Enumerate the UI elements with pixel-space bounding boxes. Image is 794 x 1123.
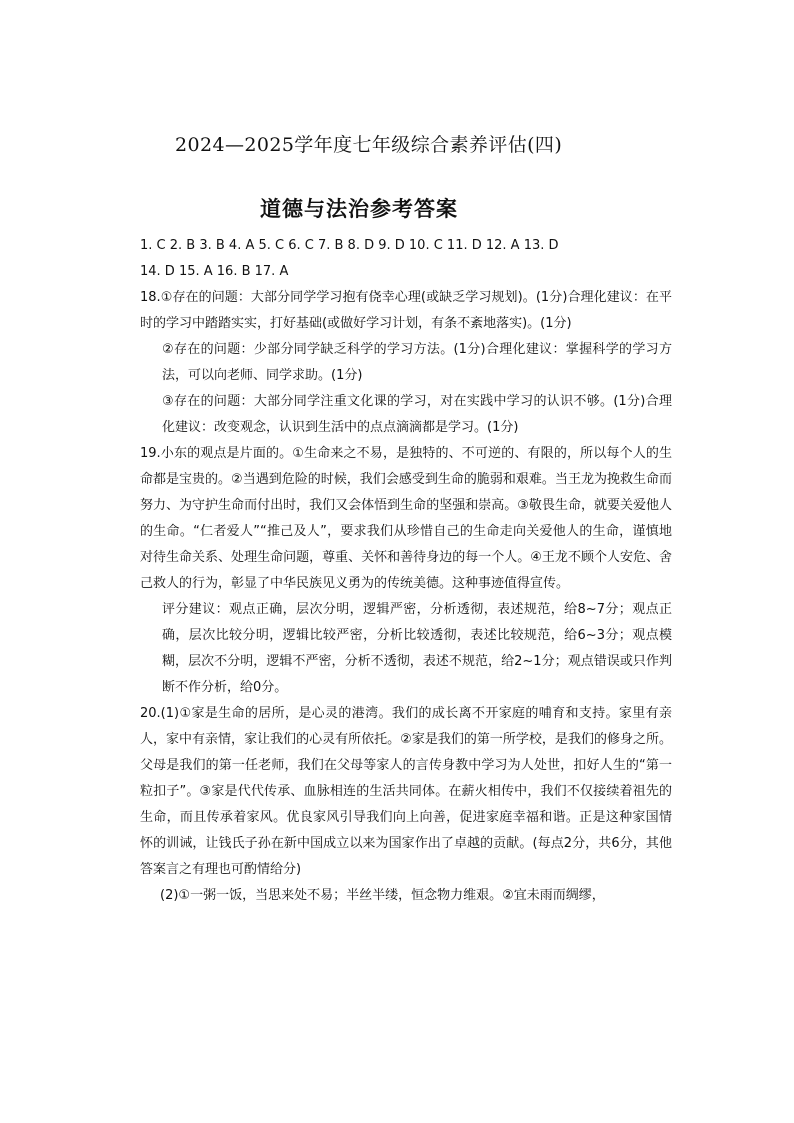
- q18-answer-2: ②存在的问题：少部分同学缺乏科学的学习方法。(1分)合理化建议：掌握科学的学习方法，可以向老师、同学求助。(1分): [162, 342, 672, 383]
- q18-answer-3: ③存在的问题：大部分同学注重文化课的学习，对在实践中学习的认识不够。(1分)合理化建议：改变观念，认识到生活中的点点滴滴都是学习。(1分): [162, 394, 672, 435]
- answer-body: [140, 233, 672, 909]
- choice-answers-line-1: 1. C 2. B 3. B 4. A 5. C 6. C 7. B 8. D 9. D 10. C 11. D 12. A 13. D: [140, 238, 559, 253]
- choice-answers-line-2: 14. D 15. A 16. B 17. A: [140, 264, 289, 279]
- q18-answer-1: 18.①存在的问题：大部分同学学习抱有侥幸心理(或缺乏学习规划)。(1分)合理化建议：在平时的学习中踏踏实实，打好基础(或做好学习计划，有条不紊地落实)。(1分): [140, 290, 672, 331]
- q20-part-2-answer: (2)①一粥一饭，当思来处不易；半丝半缕，恒念物力维艰。②宜未雨而绸缪，: [160, 888, 605, 903]
- q20-part-1-answer: 20.(1)①家是生命的居所，是心灵的港湾。我们的成长离不开家庭的哺育和支持。家里有亲人，家中有亲情，家让我们的心灵有所依托。②家是我们的第一所学校，是我们的修身之所。父母是我们的第一任老师，我们在父母等家人的言传身教中学习为人处世，扣好人生的“第一粒扣子”。③家是代代传承、血脉相连的生活共同体。在薪火相传中，我们不仅接续着祖先的生命，而且传承着家风。优良家风引导我们向上向善，促进家庭幸福和谐。正是这种家国情怀的训诫，让钱氏子孙在新中国成立以来为国家作出了卓越的贡献。(每点2分，共6分，其他答案言之有理也可酌情给分): [140, 706, 672, 877]
- page-subtitle: 道德与法治参考答案: [260, 197, 458, 221]
- q19-answer: 19.小东的观点是片面的。①生命来之不易，是独特的、不可逆的、有限的，所以每个人的生命都是宝贵的。②当遇到危险的时候，我们会感受到生命的脆弱和艰难。当王龙为挽救生命而努力、为守护生命而付出时，我们又会体悟到生命的坚强和崇高。③敬畏生命，就要关爱他人的生命。“仁者爱人”“推己及人”，要求我们从珍惜自己的生命走向关爱他人的生命，谨慎地对待生命关系、处理生命问题，尊重、关怀和善待身边的每一个人。④王龙不顾个人安危、舍己救人的行为，彰显了中华民族见义勇为的传统美德。这种事迹值得宣传。: [140, 446, 672, 591]
- q19-scoring-note: 评分建议：观点正确，层次分明，逻辑严密，分析透彻，表述规范，给8~7分；观点正确，层次比较分明，逻辑比较严密，分析比较透彻，表述比较规范，给6~3分；观点模糊，层次不分明，逻辑不严密，分析不透彻，表述不规范，给2~1分；观点错误或只作判断不作分析，给0分。: [162, 602, 672, 695]
- page-title: 2024—2025学年度七年级综合素养评估(四): [175, 134, 563, 156]
